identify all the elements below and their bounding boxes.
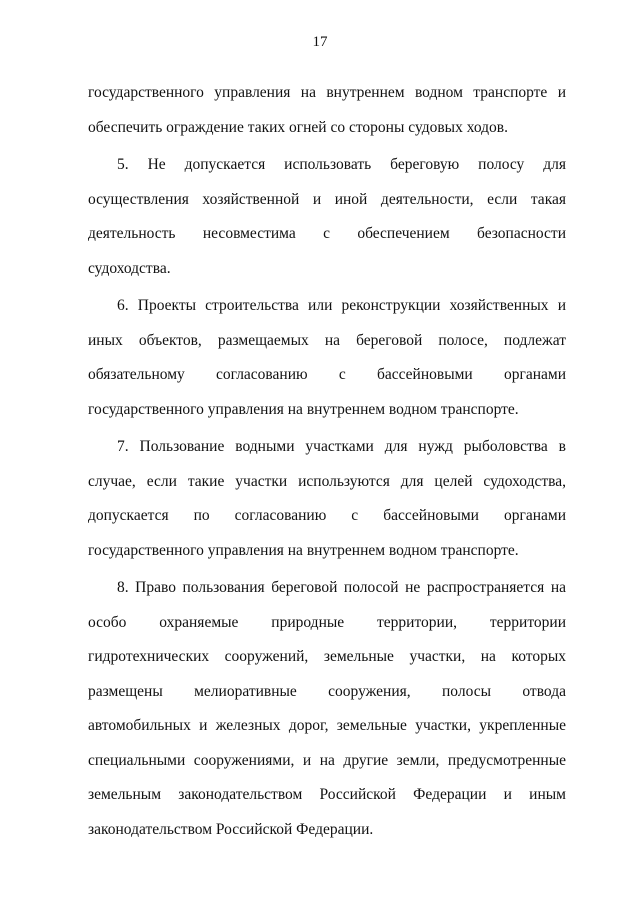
text-line: обеспечить ограждение таких огней со стороны судовых ходов. <box>88 118 508 136</box>
text-line: обязательному согласованию с бассейновыми органами <box>88 366 566 383</box>
text-line: 6. Проекты строительства или реконструкции хозяйственных и <box>117 297 566 314</box>
text-line: государственного управления на внутреннем водном транспорте. <box>88 400 519 418</box>
document-body <box>88 76 566 847</box>
text-line: государственного управления на внутреннем водном транспорте и <box>88 84 566 101</box>
text-line: земельным законодательством Российской Федерации и иным <box>88 786 566 803</box>
text-line: 5. Не допускается использовать береговую полосу для <box>117 156 566 173</box>
paragraph-item-6 <box>88 289 566 427</box>
paragraph-continued <box>88 76 566 145</box>
text-line: случае, если такие участки используются для целей судоходства, <box>88 472 566 490</box>
text-line: законодательством Российской Федерации. <box>88 820 374 838</box>
text-line: допускается по согласованию с бассейновыми органами <box>88 507 566 524</box>
text-line: 7. Пользование водными участками для нужд рыболовства в <box>117 438 566 455</box>
text-line: размещены мелиоративные сооружения, полосы отвода <box>88 682 566 700</box>
text-line: гидротехнических сооружений, земельные участки, на которых <box>88 648 566 665</box>
text-line: осуществления хозяйственной и иной деятельности, если такая <box>88 190 566 208</box>
text-line: 8. Право пользования береговой полосой не распространяется на <box>117 579 566 596</box>
text-line: автомобильных и железных дорог, земельные участки, укрепленные <box>88 717 566 734</box>
paragraph-item-8 <box>88 571 566 847</box>
text-line: государственного управления на внутреннем водном транспорте. <box>88 541 519 559</box>
text-line: особо охраняемые природные территории, территории <box>88 613 566 631</box>
text-line: судоходства. <box>88 259 171 277</box>
text-line: деятельность несовместима с обеспечением безопасности <box>88 225 566 242</box>
page-number: 17 <box>312 34 328 50</box>
text-line: специальными сооружениями, и на другие земли, предусмотренные <box>88 751 566 769</box>
text-line: иных объектов, размещаемых на береговой полосе, подлежат <box>88 331 566 349</box>
paragraph-item-7 <box>88 430 566 568</box>
paragraph-item-5 <box>88 148 566 286</box>
